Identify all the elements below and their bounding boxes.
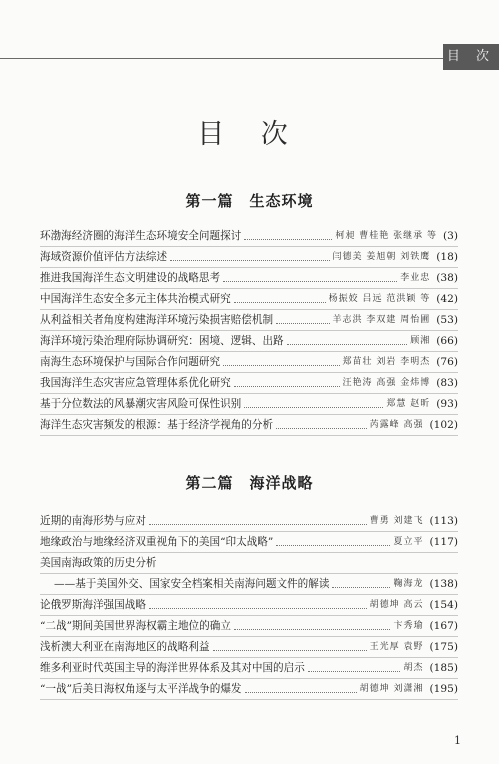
- page-number: 1: [454, 734, 461, 747]
- toc-dot-leader: [234, 628, 391, 630]
- toc-entry-title: 美国南海政策的历史分析: [40, 557, 157, 569]
- toc-entry-authors: 闫德美 姜旭朝 刘铁鹰: [332, 252, 431, 262]
- toc-dot-leader: [234, 385, 340, 387]
- toc-entry[interactable]: [40, 394, 458, 415]
- toc-entry-page: (113): [429, 515, 458, 527]
- page-title: 目 次: [197, 119, 302, 150]
- toc-entry-page: (102): [429, 419, 458, 431]
- toc-dot-leader: [149, 523, 367, 525]
- toc-entry-title: 中国海洋生态安全多元主体共治模式研究: [40, 293, 231, 305]
- toc-entry-title: 推进我国海洋生态文明建设的战略思考: [40, 272, 221, 284]
- toc-entry-page: (167): [429, 620, 458, 632]
- toc-entry-page: (175): [429, 641, 458, 653]
- toc-entry-title: 我国海洋生态灾害应急管理体系优化研究: [40, 377, 231, 389]
- toc-entry-title: 海洋生态灾害频发的根源：基于经济学视角的分析: [40, 419, 274, 431]
- toc-entry-authors: 杨振姣 吕远 范洪颖 等: [328, 294, 431, 304]
- toc-entry-page: (93): [436, 398, 458, 410]
- toc-dot-leader: [244, 406, 383, 408]
- toc-entry[interactable]: [40, 532, 458, 553]
- toc-entry-authors: 鞠海龙: [393, 579, 424, 589]
- toc-dot-leader: [244, 238, 332, 240]
- toc-entry[interactable]: [40, 289, 458, 310]
- toc-dot-leader: [213, 649, 367, 651]
- toc-entry-page: (138): [429, 578, 458, 590]
- toc-entry-authors: 芮露峰 高强: [369, 420, 424, 430]
- toc-entry[interactable]: [40, 268, 458, 289]
- toc-entry-title: 海洋环境污染治理府际协调研究：困境、逻辑、出路: [40, 335, 284, 347]
- toc-entry[interactable]: [40, 679, 458, 700]
- toc-entry-authors: 夏立平: [393, 537, 424, 547]
- toc-entry-title: 从利益相关者角度构建海洋环境污染损害赔偿机制: [40, 314, 274, 326]
- toc-entry-title: 地缘政治与地缘经济双重视角下的美国“印太战略”: [40, 536, 274, 548]
- toc-entry[interactable]: [40, 352, 458, 373]
- toc-dot-leader: [223, 364, 339, 366]
- toc-entry[interactable]: [40, 415, 458, 436]
- toc-entry-title: “一战”后美日海权角逐与太平洋战争的爆发: [40, 683, 242, 695]
- toc-entry-title: 论俄罗斯海洋强国战略: [40, 599, 146, 611]
- toc-dot-leader: [170, 259, 329, 261]
- toc-entry-title: “二战”期间美国世界海权霸主地位的确立: [40, 620, 231, 632]
- toc-entry-page: (76): [436, 356, 458, 368]
- toc-entry-page: (83): [436, 377, 458, 389]
- toc-entry-authors: 卞秀瑜: [393, 621, 424, 631]
- toc-entry[interactable]: [40, 331, 458, 352]
- toc-entry-authors: 曹勇 刘建飞: [369, 516, 424, 526]
- header-rule: [0, 58, 443, 59]
- toc-dot-leader: [234, 301, 326, 303]
- toc-entry[interactable]: [40, 511, 458, 532]
- toc-entry-page: (66): [436, 335, 458, 347]
- part-1-label: 第一篇: [185, 192, 234, 210]
- toc-entry-authors: 郑慧 赵昕: [386, 399, 431, 409]
- toc-entry[interactable]: [40, 310, 458, 331]
- toc-entry-page: (3): [442, 230, 458, 242]
- toc-entry[interactable]: [40, 637, 458, 658]
- toc-entry-title: 海域资源价值评估方法综述: [40, 251, 168, 263]
- part-2-toc-list: [40, 511, 458, 700]
- toc-entry-authors: 汪艳涛 高强 金炜博: [342, 378, 431, 388]
- toc-entry-page: (18): [436, 251, 458, 263]
- part-1-name: 生态环境: [249, 192, 314, 210]
- toc-dot-leader: [276, 427, 367, 429]
- toc-entry-title: 近期的南海形势与应对: [40, 515, 146, 527]
- toc-entry-page: (38): [436, 272, 458, 284]
- toc-entry-page: (53): [436, 314, 458, 326]
- toc-entry-authors: 郑苗壮 刘岩 李明杰: [342, 357, 431, 367]
- toc-entry[interactable]: [40, 595, 458, 616]
- toc-entry-page: (42): [436, 293, 458, 305]
- toc-entry-title: 维多利亚时代英国主导的海洋世界体系及其对中国的启示: [40, 662, 305, 674]
- toc-dot-leader: [308, 670, 401, 672]
- toc-dot-leader: [276, 544, 390, 546]
- toc-entry-title: 环渤海经济圈的海洋生态环境安全问题探讨: [40, 230, 242, 242]
- toc-entry-title: ——基于美国外交、国家安全档案相关南海问题文件的解读: [54, 578, 330, 590]
- toc-dot-leader: [287, 343, 408, 345]
- part-2-name: 海洋战略: [249, 474, 314, 492]
- toc-entry-page: (185): [429, 662, 458, 674]
- toc-dot-leader: [223, 280, 397, 282]
- toc-entry-authors: 胡德坤 高云: [369, 600, 424, 610]
- toc-entry[interactable]: [40, 247, 458, 268]
- part-1-heading: [0, 190, 499, 211]
- toc-entry-authors: 顾湘: [410, 336, 431, 346]
- toc-entry[interactable]: [40, 553, 458, 574]
- toc-entry-authors: 柯昶 曹桂艳 张继承 等: [335, 231, 437, 241]
- toc-entry-title: 浅析澳大利亚在南海地区的战略利益: [40, 641, 210, 653]
- toc-entry-authors: 王光厚 袁野: [369, 642, 424, 652]
- toc-dot-leader: [332, 586, 390, 588]
- toc-entry-title: 南海生态环境保护与国际合作问题研究: [40, 356, 221, 368]
- part-1-toc-list: [40, 226, 458, 436]
- toc-entry-page: (154): [429, 599, 458, 611]
- toc-entry-authors: 羊志洪 李双建 周怡圃: [332, 315, 431, 325]
- toc-entry-authors: 胡杰: [403, 663, 424, 673]
- toc-entry[interactable]: [40, 658, 458, 679]
- toc-entry-authors: 胡德坤 刘潇湘: [359, 684, 424, 694]
- toc-dot-leader: [276, 322, 329, 324]
- toc-entry[interactable]: [40, 226, 458, 247]
- part-2-label: 第二篇: [185, 474, 234, 492]
- part-2-heading: [0, 472, 499, 493]
- toc-entry[interactable]: [40, 574, 458, 595]
- header-section-tab: 目 次: [443, 44, 499, 70]
- toc-entry-authors: 李业忠: [400, 273, 431, 283]
- toc-entry[interactable]: [40, 373, 458, 394]
- toc-dot-leader: [245, 691, 357, 693]
- toc-entry-page: (195): [429, 683, 458, 695]
- toc-dot-leader: [149, 607, 367, 609]
- toc-entry-page: (117): [429, 536, 458, 548]
- toc-entry-title: 基于分位数法的风暴潮灾害风险可保性识别: [40, 398, 242, 410]
- toc-entry[interactable]: [40, 616, 458, 637]
